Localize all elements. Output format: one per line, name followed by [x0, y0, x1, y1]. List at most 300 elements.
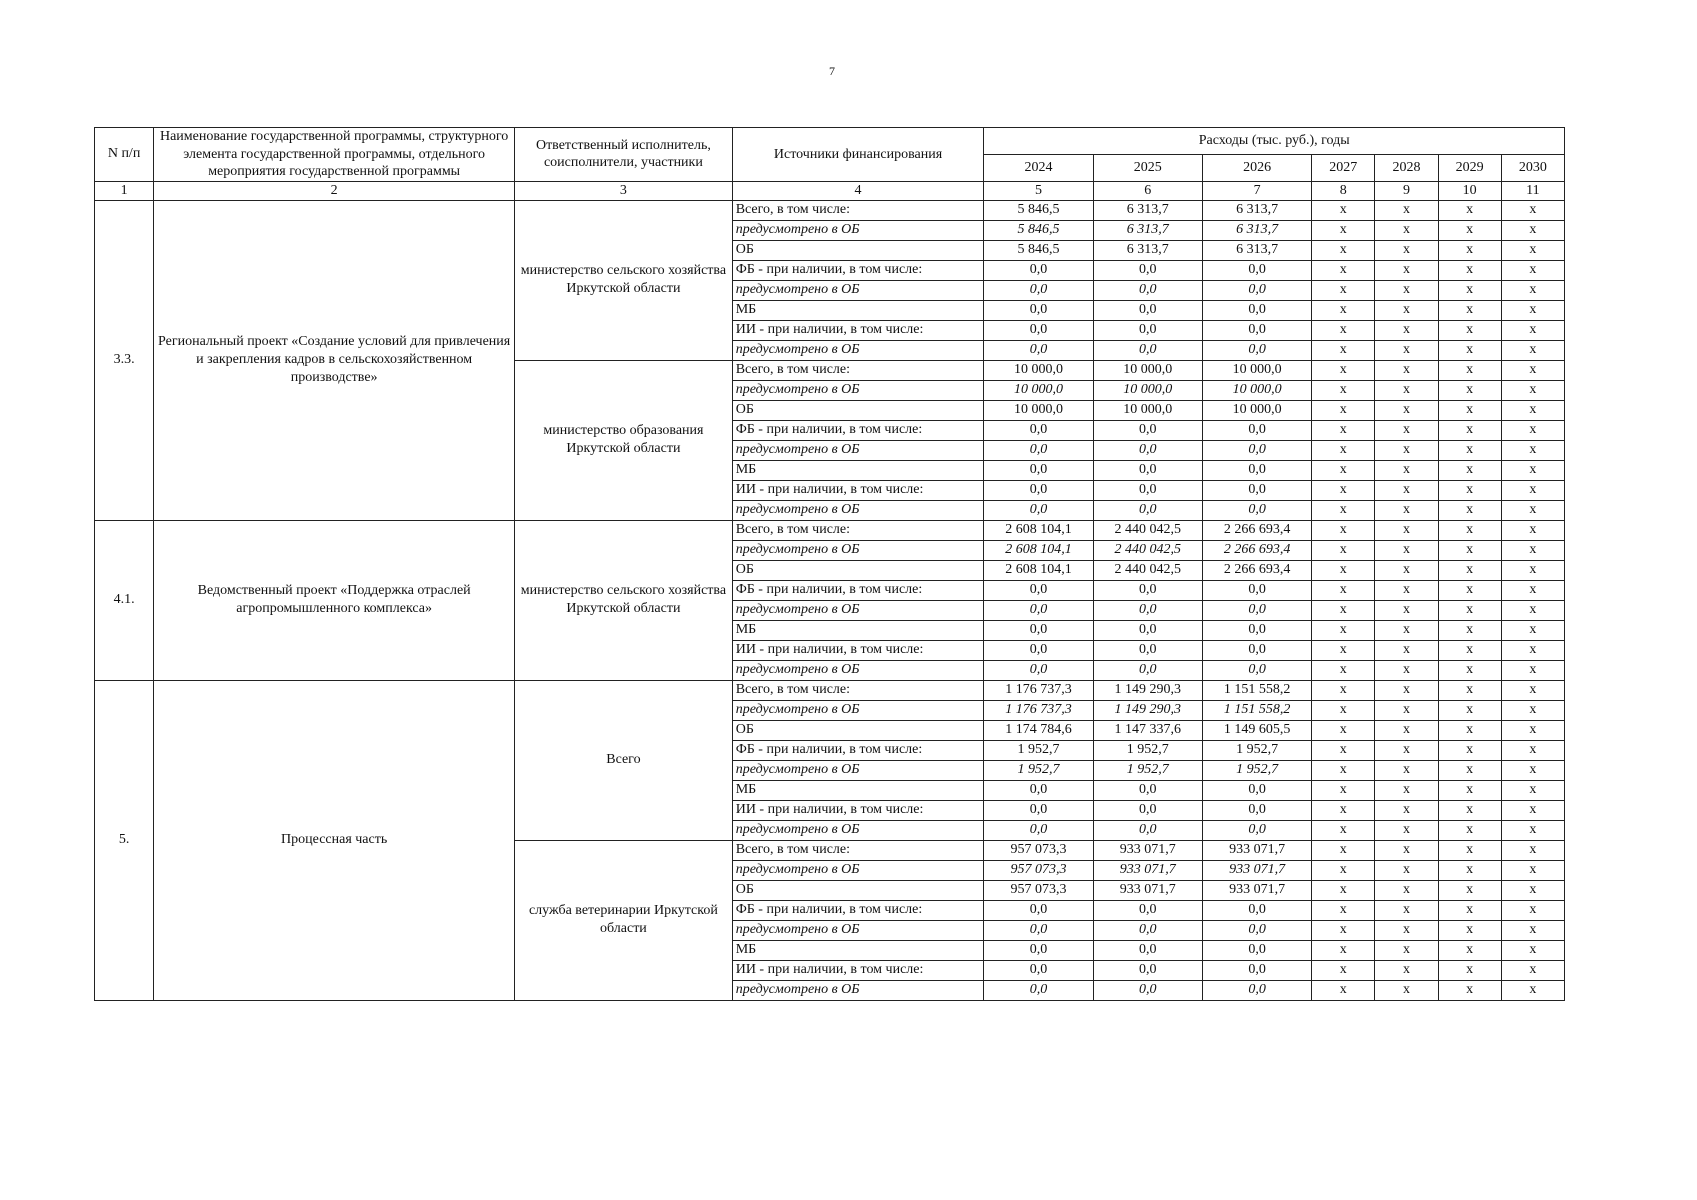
header-year: 2030: [1501, 154, 1564, 181]
amount-cell: 0,0: [1093, 420, 1202, 440]
funding-source: ИИ - при наличии, в том числе:: [732, 800, 984, 820]
placeholder-cell: x: [1438, 760, 1501, 780]
placeholder-cell: x: [1438, 240, 1501, 260]
amount-cell: 0,0: [984, 420, 1093, 440]
placeholder-cell: x: [1312, 800, 1375, 820]
placeholder-cell: x: [1501, 280, 1564, 300]
placeholder-cell: x: [1312, 520, 1375, 540]
header-executor: Ответственный исполнитель, соисполнители, участники: [515, 128, 733, 182]
placeholder-cell: x: [1375, 940, 1438, 960]
table-row: [95, 520, 1565, 540]
placeholder-cell: x: [1501, 620, 1564, 640]
placeholder-cell: x: [1312, 900, 1375, 920]
column-number: 2: [154, 181, 515, 200]
amount-cell: 1 952,7: [1202, 760, 1311, 780]
placeholder-cell: x: [1375, 320, 1438, 340]
amount-cell: 1 174 784,6: [984, 720, 1093, 740]
amount-cell: 0,0: [1093, 580, 1202, 600]
amount-cell: 6 313,7: [1093, 220, 1202, 240]
funding-source: ФБ - при наличии, в том числе:: [732, 420, 984, 440]
placeholder-cell: x: [1375, 460, 1438, 480]
placeholder-cell: x: [1375, 660, 1438, 680]
amount-cell: 0,0: [1093, 920, 1202, 940]
amount-cell: 0,0: [1093, 900, 1202, 920]
amount-cell: 0,0: [1202, 280, 1311, 300]
amount-cell: 0,0: [1202, 940, 1311, 960]
placeholder-cell: x: [1501, 500, 1564, 520]
placeholder-cell: x: [1438, 680, 1501, 700]
header-year: 2027: [1312, 154, 1375, 181]
placeholder-cell: x: [1438, 600, 1501, 620]
amount-cell: 1 952,7: [1202, 740, 1311, 760]
placeholder-cell: x: [1312, 260, 1375, 280]
amount-cell: 6 313,7: [1202, 200, 1311, 220]
placeholder-cell: x: [1438, 740, 1501, 760]
placeholder-cell: x: [1501, 960, 1564, 980]
placeholder-cell: x: [1375, 360, 1438, 380]
funding-source: предусмотрено в ОБ: [732, 340, 984, 360]
placeholder-cell: x: [1312, 400, 1375, 420]
funding-source: ФБ - при наличии, в том числе:: [732, 580, 984, 600]
placeholder-cell: x: [1501, 460, 1564, 480]
amount-cell: 0,0: [1093, 940, 1202, 960]
placeholder-cell: x: [1501, 300, 1564, 320]
header-year: 2029: [1438, 154, 1501, 181]
amount-cell: 0,0: [1093, 280, 1202, 300]
amount-cell: 0,0: [984, 660, 1093, 680]
amount-cell: 933 071,7: [1202, 840, 1311, 860]
item-name: Региональный проект «Создание условий для привлечения и закрепления кадров в сельскохозяйственном производстве»: [154, 200, 515, 520]
amount-cell: 6 313,7: [1093, 200, 1202, 220]
amount-cell: 933 071,7: [1202, 880, 1311, 900]
placeholder-cell: x: [1312, 200, 1375, 220]
placeholder-cell: x: [1438, 220, 1501, 240]
header-expenses: Расходы (тыс. руб.), годы: [984, 128, 1565, 155]
amount-cell: 0,0: [1202, 260, 1311, 280]
amount-cell: 0,0: [1093, 620, 1202, 640]
amount-cell: 0,0: [984, 820, 1093, 840]
amount-cell: 2 608 104,1: [984, 560, 1093, 580]
placeholder-cell: x: [1438, 320, 1501, 340]
amount-cell: 0,0: [1202, 580, 1311, 600]
placeholder-cell: x: [1312, 880, 1375, 900]
placeholder-cell: x: [1438, 620, 1501, 640]
funding-source: ИИ - при наличии, в том числе:: [732, 320, 984, 340]
placeholder-cell: x: [1501, 260, 1564, 280]
placeholder-cell: x: [1501, 700, 1564, 720]
amount-cell: 0,0: [1202, 980, 1311, 1000]
amount-cell: 0,0: [1202, 780, 1311, 800]
amount-cell: 1 149 605,5: [1202, 720, 1311, 740]
placeholder-cell: x: [1501, 340, 1564, 360]
amount-cell: 1 952,7: [984, 760, 1093, 780]
item-executor: министерство сельского хозяйства Иркутской области: [515, 520, 733, 680]
amount-cell: 0,0: [984, 480, 1093, 500]
column-number: 7: [1202, 181, 1311, 200]
placeholder-cell: x: [1312, 600, 1375, 620]
amount-cell: 0,0: [984, 500, 1093, 520]
placeholder-cell: x: [1312, 460, 1375, 480]
placeholder-cell: x: [1312, 660, 1375, 680]
amount-cell: 0,0: [984, 460, 1093, 480]
amount-cell: 0,0: [984, 320, 1093, 340]
placeholder-cell: x: [1312, 580, 1375, 600]
placeholder-cell: x: [1438, 460, 1501, 480]
amount-cell: 0,0: [1202, 460, 1311, 480]
amount-cell: 1 952,7: [1093, 760, 1202, 780]
placeholder-cell: x: [1501, 900, 1564, 920]
placeholder-cell: x: [1501, 860, 1564, 880]
placeholder-cell: x: [1438, 960, 1501, 980]
table-row: [95, 200, 1565, 220]
placeholder-cell: x: [1501, 660, 1564, 680]
amount-cell: 933 071,7: [1093, 860, 1202, 880]
amount-cell: 1 176 737,3: [984, 680, 1093, 700]
funding-source: предусмотрено в ОБ: [732, 820, 984, 840]
placeholder-cell: x: [1438, 560, 1501, 580]
amount-cell: 0,0: [1202, 800, 1311, 820]
amount-cell: 6 313,7: [1202, 220, 1311, 240]
funding-source: предусмотрено в ОБ: [732, 700, 984, 720]
item-number: 5.: [95, 680, 154, 1000]
placeholder-cell: x: [1438, 940, 1501, 960]
column-number: 1: [95, 181, 154, 200]
placeholder-cell: x: [1312, 500, 1375, 520]
funding-source: ОБ: [732, 720, 984, 740]
placeholder-cell: x: [1312, 560, 1375, 580]
placeholder-cell: x: [1501, 240, 1564, 260]
placeholder-cell: x: [1375, 440, 1438, 460]
header-num: N п/п: [95, 128, 154, 182]
amount-cell: 0,0: [984, 620, 1093, 640]
amount-cell: 0,0: [1093, 260, 1202, 280]
placeholder-cell: x: [1312, 820, 1375, 840]
funding-source: предусмотрено в ОБ: [732, 500, 984, 520]
funding-source: ФБ - при наличии, в том числе:: [732, 740, 984, 760]
placeholder-cell: x: [1501, 560, 1564, 580]
amount-cell: 10 000,0: [984, 380, 1093, 400]
placeholder-cell: x: [1375, 820, 1438, 840]
amount-cell: 10 000,0: [1202, 360, 1311, 380]
amount-cell: 1 149 290,3: [1093, 680, 1202, 700]
amount-cell: 6 313,7: [1202, 240, 1311, 260]
amount-cell: 0,0: [984, 780, 1093, 800]
placeholder-cell: x: [1501, 420, 1564, 440]
amount-cell: 2 608 104,1: [984, 520, 1093, 540]
amount-cell: 0,0: [984, 900, 1093, 920]
funding-source: МБ: [732, 300, 984, 320]
amount-cell: 2 440 042,5: [1093, 560, 1202, 580]
item-executor: министерство образования Иркутской области: [515, 360, 733, 520]
funding-source: Всего, в том числе:: [732, 840, 984, 860]
amount-cell: 5 846,5: [984, 220, 1093, 240]
amount-cell: 2 440 042,5: [1093, 540, 1202, 560]
amount-cell: 0,0: [1202, 600, 1311, 620]
amount-cell: 0,0: [984, 940, 1093, 960]
placeholder-cell: x: [1375, 980, 1438, 1000]
placeholder-cell: x: [1501, 600, 1564, 620]
placeholder-cell: x: [1375, 860, 1438, 880]
amount-cell: 2 440 042,5: [1093, 520, 1202, 540]
table-body: [95, 200, 1565, 1000]
placeholder-cell: x: [1375, 420, 1438, 440]
placeholder-cell: x: [1438, 260, 1501, 280]
amount-cell: 0,0: [1202, 420, 1311, 440]
placeholder-cell: x: [1312, 300, 1375, 320]
funding-source: предусмотрено в ОБ: [732, 380, 984, 400]
amount-cell: 5 846,5: [984, 200, 1093, 220]
amount-cell: 1 176 737,3: [984, 700, 1093, 720]
amount-cell: 0,0: [1093, 600, 1202, 620]
header-sources: Источники финансирования: [732, 128, 984, 182]
placeholder-cell: x: [1312, 320, 1375, 340]
funding-source: МБ: [732, 940, 984, 960]
placeholder-cell: x: [1375, 780, 1438, 800]
placeholder-cell: x: [1501, 220, 1564, 240]
placeholder-cell: x: [1438, 200, 1501, 220]
funding-source: ИИ - при наличии, в том числе:: [732, 960, 984, 980]
item-name: Ведомственный проект «Поддержка отраслей агропромышленного комплекса»: [154, 520, 515, 680]
placeholder-cell: x: [1438, 440, 1501, 460]
amount-cell: 0,0: [1202, 300, 1311, 320]
amount-cell: 0,0: [1202, 440, 1311, 460]
placeholder-cell: x: [1312, 620, 1375, 640]
placeholder-cell: x: [1375, 640, 1438, 660]
placeholder-cell: x: [1375, 260, 1438, 280]
placeholder-cell: x: [1375, 300, 1438, 320]
amount-cell: 0,0: [1202, 960, 1311, 980]
funding-source: предусмотрено в ОБ: [732, 920, 984, 940]
item-executor: Всего: [515, 680, 733, 840]
amount-cell: 933 071,7: [1093, 880, 1202, 900]
amount-cell: 0,0: [1202, 500, 1311, 520]
placeholder-cell: x: [1501, 360, 1564, 380]
placeholder-cell: x: [1501, 760, 1564, 780]
placeholder-cell: x: [1438, 880, 1501, 900]
placeholder-cell: x: [1375, 340, 1438, 360]
header-name: Наименование государственной программы, структурного элемента государственной программы, отдельного мероприятия государственной программы: [154, 128, 515, 182]
amount-cell: 10 000,0: [1093, 400, 1202, 420]
header-year: 2026: [1202, 154, 1311, 181]
placeholder-cell: x: [1312, 540, 1375, 560]
placeholder-cell: x: [1375, 480, 1438, 500]
placeholder-cell: x: [1375, 960, 1438, 980]
placeholder-cell: x: [1312, 960, 1375, 980]
placeholder-cell: x: [1501, 680, 1564, 700]
funding-source: ОБ: [732, 240, 984, 260]
amount-cell: 0,0: [984, 280, 1093, 300]
placeholder-cell: x: [1375, 680, 1438, 700]
placeholder-cell: x: [1312, 340, 1375, 360]
placeholder-cell: x: [1375, 560, 1438, 580]
placeholder-cell: x: [1375, 920, 1438, 940]
amount-cell: 0,0: [984, 300, 1093, 320]
placeholder-cell: x: [1312, 920, 1375, 940]
amount-cell: 10 000,0: [1093, 360, 1202, 380]
header-year: 2025: [1093, 154, 1202, 181]
placeholder-cell: x: [1501, 440, 1564, 460]
placeholder-cell: x: [1501, 480, 1564, 500]
placeholder-cell: x: [1312, 220, 1375, 240]
column-number-row: [95, 181, 1565, 200]
amount-cell: 0,0: [984, 440, 1093, 460]
funding-source: Всего, в том числе:: [732, 680, 984, 700]
placeholder-cell: x: [1312, 680, 1375, 700]
amount-cell: 1 151 558,2: [1202, 700, 1311, 720]
amount-cell: 10 000,0: [1202, 400, 1311, 420]
funding-source: предусмотрено в ОБ: [732, 600, 984, 620]
funding-source: ОБ: [732, 560, 984, 580]
amount-cell: 1 952,7: [1093, 740, 1202, 760]
column-number: 8: [1312, 181, 1375, 200]
funding-source: предусмотрено в ОБ: [732, 660, 984, 680]
amount-cell: 933 071,7: [1202, 860, 1311, 880]
placeholder-cell: x: [1375, 240, 1438, 260]
placeholder-cell: x: [1438, 360, 1501, 380]
amount-cell: 1 151 558,2: [1202, 680, 1311, 700]
placeholder-cell: x: [1375, 620, 1438, 640]
placeholder-cell: x: [1375, 740, 1438, 760]
funding-source: предусмотрено в ОБ: [732, 540, 984, 560]
amount-cell: 0,0: [1093, 300, 1202, 320]
funding-source: ФБ - при наличии, в том числе:: [732, 260, 984, 280]
placeholder-cell: x: [1501, 800, 1564, 820]
header-year: 2024: [984, 154, 1093, 181]
placeholder-cell: x: [1501, 720, 1564, 740]
amount-cell: 957 073,3: [984, 840, 1093, 860]
amount-cell: 0,0: [1093, 340, 1202, 360]
placeholder-cell: x: [1312, 860, 1375, 880]
amount-cell: 2 608 104,1: [984, 540, 1093, 560]
placeholder-cell: x: [1375, 720, 1438, 740]
amount-cell: 2 266 693,4: [1202, 520, 1311, 540]
amount-cell: 5 846,5: [984, 240, 1093, 260]
amount-cell: 0,0: [1093, 480, 1202, 500]
funding-source: Всего, в том числе:: [732, 200, 984, 220]
amount-cell: 933 071,7: [1093, 840, 1202, 860]
placeholder-cell: x: [1312, 720, 1375, 740]
amount-cell: 0,0: [1093, 320, 1202, 340]
placeholder-cell: x: [1312, 740, 1375, 760]
amount-cell: 957 073,3: [984, 860, 1093, 880]
funding-source: предусмотрено в ОБ: [732, 280, 984, 300]
placeholder-cell: x: [1501, 320, 1564, 340]
placeholder-cell: x: [1501, 640, 1564, 660]
column-number: 9: [1375, 181, 1438, 200]
amount-cell: 0,0: [984, 640, 1093, 660]
amount-cell: 0,0: [1202, 900, 1311, 920]
header-year: 2028: [1375, 154, 1438, 181]
column-number: 5: [984, 181, 1093, 200]
placeholder-cell: x: [1375, 540, 1438, 560]
table-row: [95, 680, 1565, 700]
amount-cell: 1 952,7: [984, 740, 1093, 760]
funding-source: МБ: [732, 620, 984, 640]
placeholder-cell: x: [1438, 500, 1501, 520]
placeholder-cell: x: [1375, 580, 1438, 600]
amount-cell: 1 149 290,3: [1093, 700, 1202, 720]
funding-source: МБ: [732, 780, 984, 800]
column-number: 4: [732, 181, 984, 200]
placeholder-cell: x: [1375, 880, 1438, 900]
item-number: 4.1.: [95, 520, 154, 680]
amount-cell: 0,0: [1093, 640, 1202, 660]
amount-cell: 0,0: [984, 920, 1093, 940]
placeholder-cell: x: [1438, 660, 1501, 680]
placeholder-cell: x: [1312, 640, 1375, 660]
placeholder-cell: x: [1438, 400, 1501, 420]
placeholder-cell: x: [1438, 800, 1501, 820]
placeholder-cell: x: [1501, 820, 1564, 840]
funding-source: ИИ - при наличии, в том числе:: [732, 480, 984, 500]
amount-cell: 0,0: [1093, 820, 1202, 840]
amount-cell: 0,0: [984, 960, 1093, 980]
placeholder-cell: x: [1375, 500, 1438, 520]
amount-cell: 0,0: [984, 580, 1093, 600]
placeholder-cell: x: [1312, 360, 1375, 380]
amount-cell: 6 313,7: [1093, 240, 1202, 260]
placeholder-cell: x: [1438, 480, 1501, 500]
placeholder-cell: x: [1312, 420, 1375, 440]
funding-source: Всего, в том числе:: [732, 360, 984, 380]
placeholder-cell: x: [1312, 380, 1375, 400]
funding-source: предусмотрено в ОБ: [732, 980, 984, 1000]
placeholder-cell: x: [1438, 520, 1501, 540]
placeholder-cell: x: [1375, 400, 1438, 420]
placeholder-cell: x: [1438, 380, 1501, 400]
placeholder-cell: x: [1501, 580, 1564, 600]
placeholder-cell: x: [1375, 800, 1438, 820]
funding-source: предусмотрено в ОБ: [732, 760, 984, 780]
placeholder-cell: x: [1501, 920, 1564, 940]
placeholder-cell: x: [1438, 280, 1501, 300]
amount-cell: 0,0: [1202, 660, 1311, 680]
funding-source: Всего, в том числе:: [732, 520, 984, 540]
placeholder-cell: x: [1375, 600, 1438, 620]
placeholder-cell: x: [1438, 900, 1501, 920]
amount-cell: 0,0: [1093, 460, 1202, 480]
amount-cell: 0,0: [1093, 780, 1202, 800]
placeholder-cell: x: [1312, 700, 1375, 720]
amount-cell: 10 000,0: [984, 400, 1093, 420]
funding-source: предусмотрено в ОБ: [732, 440, 984, 460]
placeholder-cell: x: [1312, 760, 1375, 780]
placeholder-cell: x: [1438, 340, 1501, 360]
placeholder-cell: x: [1375, 900, 1438, 920]
placeholder-cell: x: [1438, 980, 1501, 1000]
amount-cell: 0,0: [1202, 620, 1311, 640]
column-number: 6: [1093, 181, 1202, 200]
funding-source: ИИ - при наличии, в том числе:: [732, 640, 984, 660]
column-number: 3: [515, 181, 733, 200]
placeholder-cell: x: [1375, 700, 1438, 720]
placeholder-cell: x: [1312, 440, 1375, 460]
placeholder-cell: x: [1501, 980, 1564, 1000]
funding-source: предусмотрено в ОБ: [732, 860, 984, 880]
amount-cell: 0,0: [1093, 800, 1202, 820]
placeholder-cell: x: [1312, 240, 1375, 260]
funding-source: предусмотрено в ОБ: [732, 220, 984, 240]
placeholder-cell: x: [1501, 940, 1564, 960]
placeholder-cell: x: [1375, 840, 1438, 860]
amount-cell: 0,0: [984, 600, 1093, 620]
placeholder-cell: x: [1312, 780, 1375, 800]
item-name: Процессная часть: [154, 680, 515, 1000]
item-number: 3.3.: [95, 200, 154, 520]
amount-cell: 0,0: [984, 800, 1093, 820]
funding-source: ОБ: [732, 400, 984, 420]
amount-cell: 0,0: [1202, 920, 1311, 940]
